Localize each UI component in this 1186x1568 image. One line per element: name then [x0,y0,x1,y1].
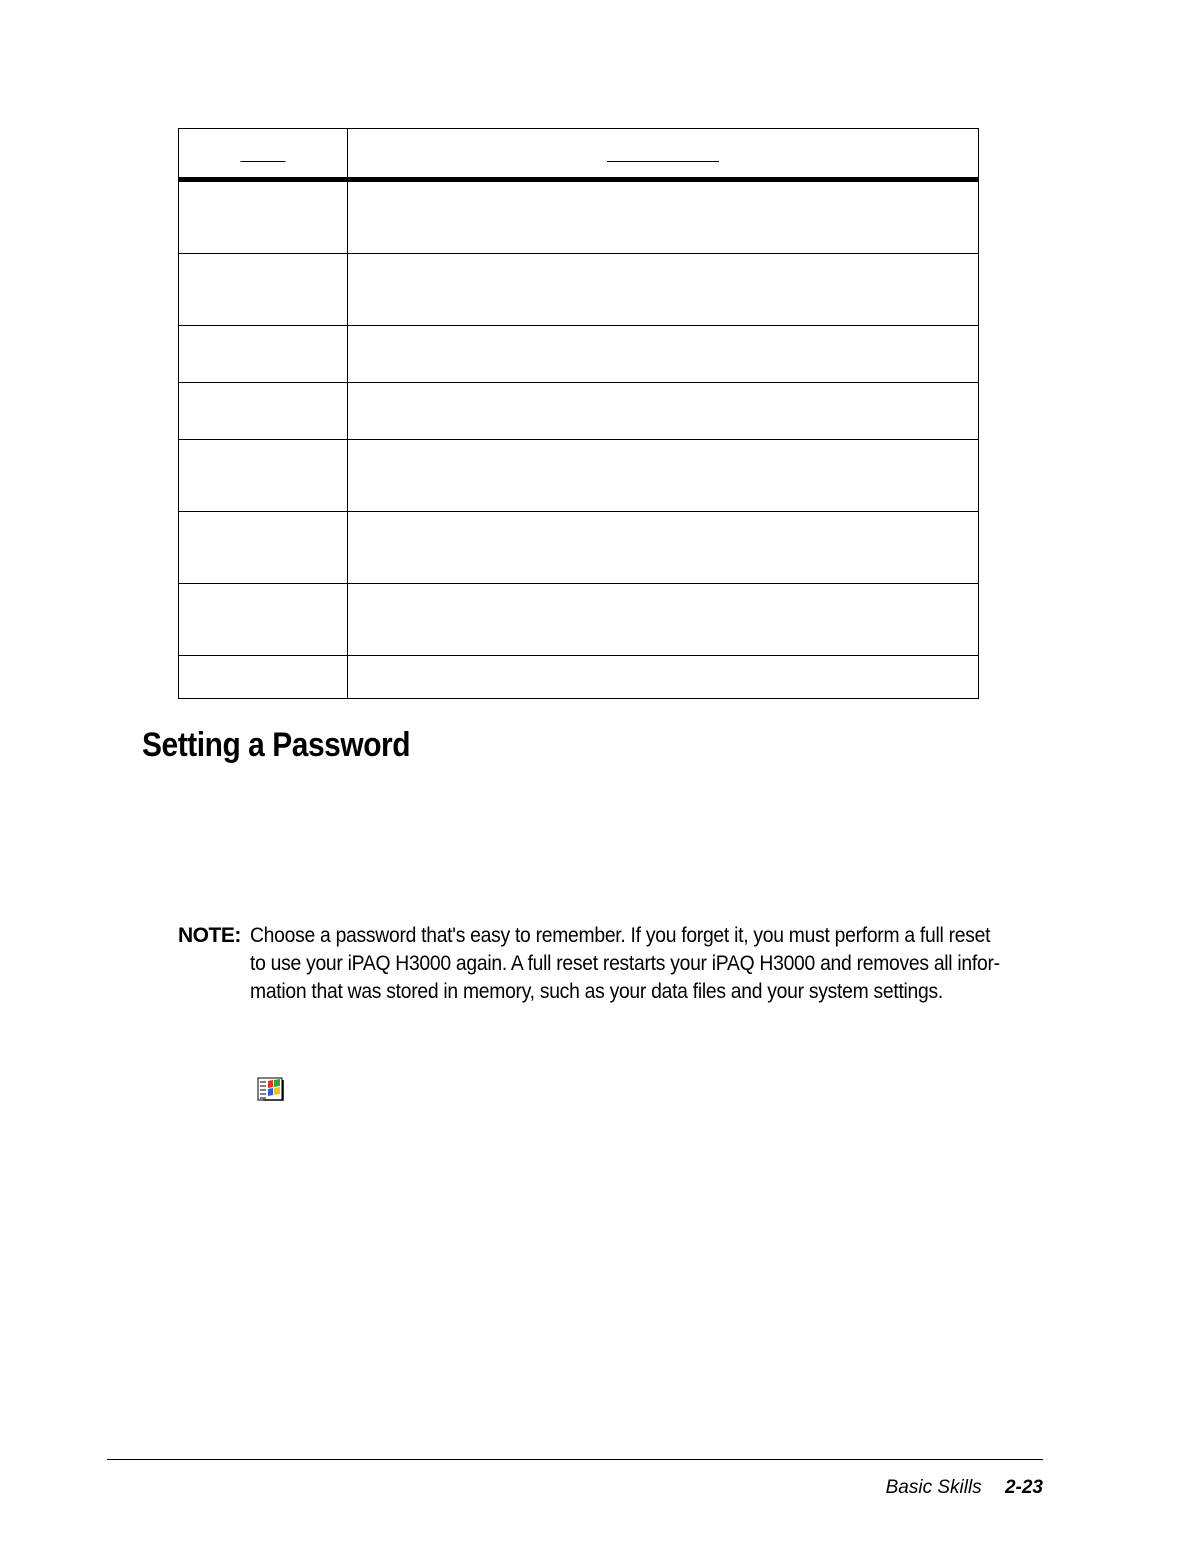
table-header-row [179,129,979,180]
table-row [179,440,979,512]
section-heading: Setting a Password [142,726,411,764]
note-line: mation that was stored in memory, such as your data files and your system settings. [250,980,943,1003]
page-footer [886,1477,1043,1499]
note-body [250,922,1048,1006]
table-row [179,254,979,326]
footer-rule [107,1459,1043,1460]
table-row [179,584,979,656]
settings-table [178,128,978,699]
note-label: NOTE: [178,924,241,947]
table-row [179,326,979,383]
note-line: to use your iPAQ H3000 again. A full reset restarts your iPAQ H3000 and removes all infor- [250,952,1000,975]
start-menu-icon [257,1076,285,1102]
table-row [179,180,979,254]
table-row [179,383,979,440]
table-row [179,656,979,699]
note-line: Choose a password that's easy to remember. If you forget it, you must perform a full reset [250,924,991,947]
table-row [179,512,979,584]
footer-chapter: Basic Skills [885,1477,982,1498]
footer-page-number: 2-23 [1004,1477,1043,1498]
table-header-col2 [348,129,979,180]
table-header-col1 [179,129,348,180]
